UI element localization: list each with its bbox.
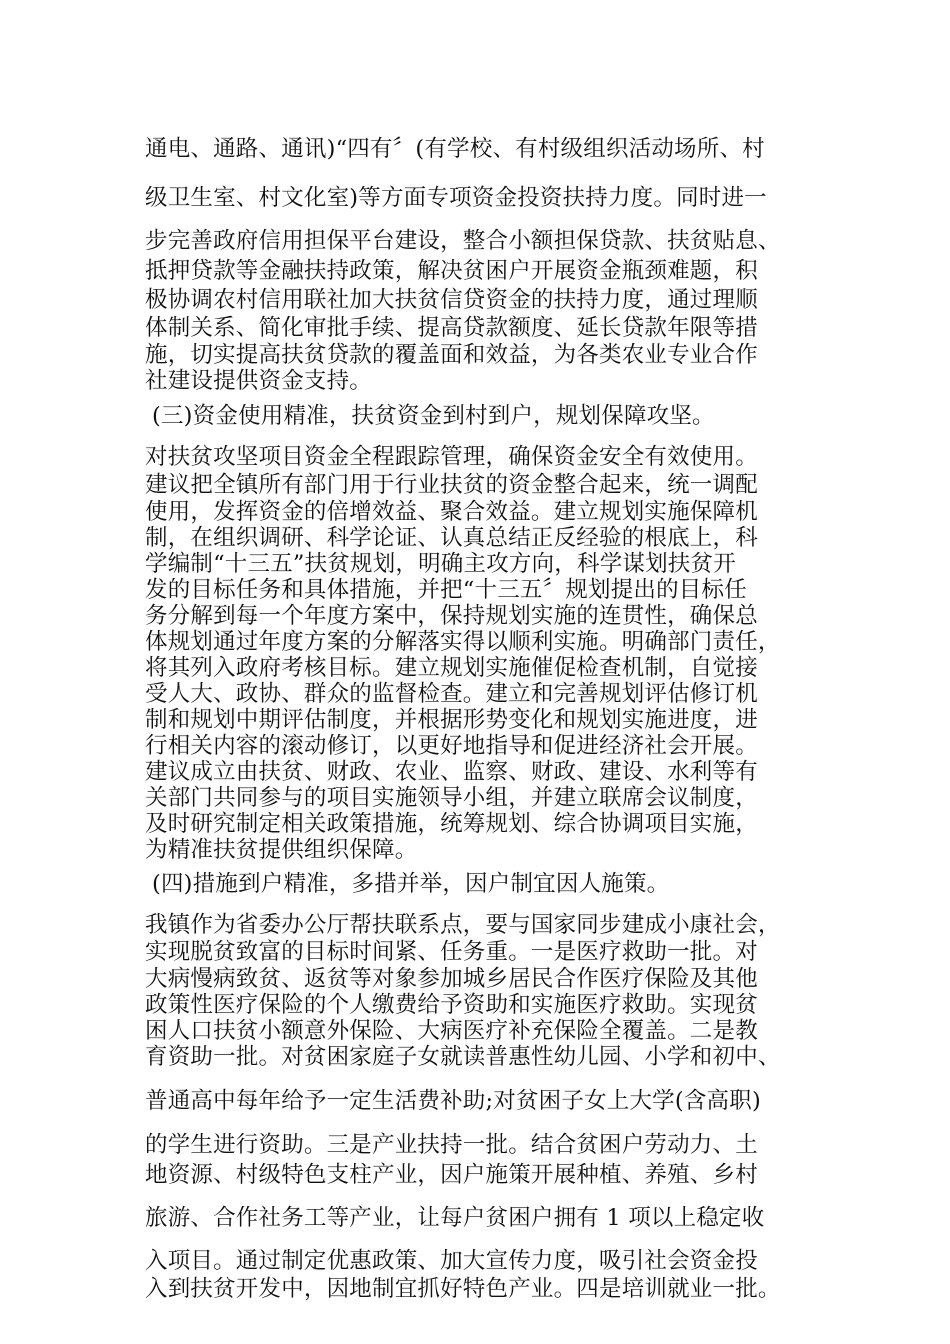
text-line: 施，切实提高扶贫贷款的覆盖面和效益，为各类农业专业合作 <box>145 342 758 368</box>
text-line: 体规划通过年度方案的分解落实得以顺利实施。明确部门责任， <box>145 629 781 655</box>
text-line: 使用，发挥资金的倍增效益、聚合效益。建立规划实施保障机 <box>145 499 758 525</box>
text-line: 政策性医疗保险的个人缴费给予资助和实施医疗救助。实现贫 <box>145 992 758 1018</box>
text-line: 发的目标任务和具体措施，并把“十三五〞规划提出的目标任 <box>145 577 747 603</box>
text-line: 受人大、政协、群众的监督检查。建立和完善规划评估修订机 <box>145 681 758 707</box>
text-line: 入项目。通过制定优惠政策、加大宣传力度，吸引社会资金投 <box>145 1248 758 1274</box>
text-line: 困人口扶贫小额意外保险、大病医疗补充保险全覆盖。二是教 <box>145 1018 758 1044</box>
text-line: 及时研究制定相关政策措施，统筹规划、综合协调项目实施， <box>145 811 758 837</box>
text-line: 的学生进行资助。三是产业扶持一批。结合贫困户劳动力、土 <box>145 1132 758 1158</box>
text-line: 建议成立由扶贫、财政、农业、监察、财政、建设、水利等有 <box>145 759 758 785</box>
text-line: 将其列入政府考核目标。建立规划实施催促检查机制，自觉接 <box>145 655 758 681</box>
text-line: 务分解到每一个年度方案中，保持规划实施的连贯性，确保总 <box>145 603 758 629</box>
text-line: 级卫生室、村文化室)等方面专项资金投资扶持力度。同时进一 <box>145 185 767 211</box>
text-line: 制和规划中期评估制度，并根据形势变化和规划实施进度，进 <box>145 707 758 733</box>
text-line: 学编制“十三五”扶贫规划，明确主攻方向，科学谋划扶贫开 <box>145 551 736 577</box>
text-line: 制，在组织调研、科学论证、认真总结正反经验的根底上，科 <box>145 525 758 551</box>
text-line: 实现脱贫致富的目标时间紧、任务重。一是医疗救助一批。对 <box>145 939 758 965</box>
text-line: 抵押贷款等金融扶持政策，解决贫困户开展资金瓶颈难题，积 <box>145 258 758 284</box>
text-line: 体制关系、简化审批手续、提高贷款额度、延长贷款年限等措 <box>145 315 758 341</box>
text-line: 育资助一批。对贫困家庭子女就读普惠性幼儿园、小学和初中、 <box>145 1044 781 1070</box>
text-line: 步完善政府信用担保平台建设，整合小额担保贷款、扶贫贴息、 <box>145 228 781 254</box>
text-line: 大病慢病致贫、返贫等对象参加城乡居民合作医疗保险及其他 <box>145 966 758 992</box>
text-line: 入到扶贫开发中，因地制宜抓好特色产业。四是培训就业一批。 <box>145 1276 781 1302</box>
text-line: 我镇作为省委办公厅帮扶联系点，要与国家同步建成小康社会， <box>145 912 781 938</box>
section-heading: (四)措施到户精准，多措并举，因户制宜因人施策。 <box>152 871 670 897</box>
text-line: 社建设提供资金支持。 <box>145 368 373 394</box>
text-line: 普通高中每年给予一定生活费补助;对贫困子女上大学(含高职) <box>145 1088 761 1114</box>
text-line: 建议把全镇所有部门用于行业扶贫的资金整合起来，统一调配 <box>145 472 758 498</box>
text-line: 行相关内容的滚动修订，以更好地指导和促进经济社会开展。 <box>145 733 758 759</box>
text-line: 关部门共同参与的项目实施领导小组，并建立联席会议制度， <box>145 785 758 811</box>
section-heading: (三)资金使用精准，扶贫资金到村到户，规划保障攻坚。 <box>152 403 715 429</box>
text-line: 地资源、村级特色支柱产业，因户施策开展种植、养殖、乡村 <box>145 1162 758 1188</box>
text-line: 通电、通路、通讯)“四有〞(有学校、有村级组织活动场所、村 <box>145 136 765 162</box>
text-line: 对扶贫攻坚项目资金全程跟踪管理，确保资金安全有效使用。 <box>145 444 758 470</box>
text-line: 旅游、合作社务工等产业，让每户贫困户拥有 1 项以上稳定收 <box>145 1205 765 1231</box>
text-line: 极协调农村信用联社加大扶贫信贷资金的扶持力度，通过理顺 <box>145 287 758 313</box>
text-line: 为精准扶贫提供组织保障。 <box>145 837 418 863</box>
